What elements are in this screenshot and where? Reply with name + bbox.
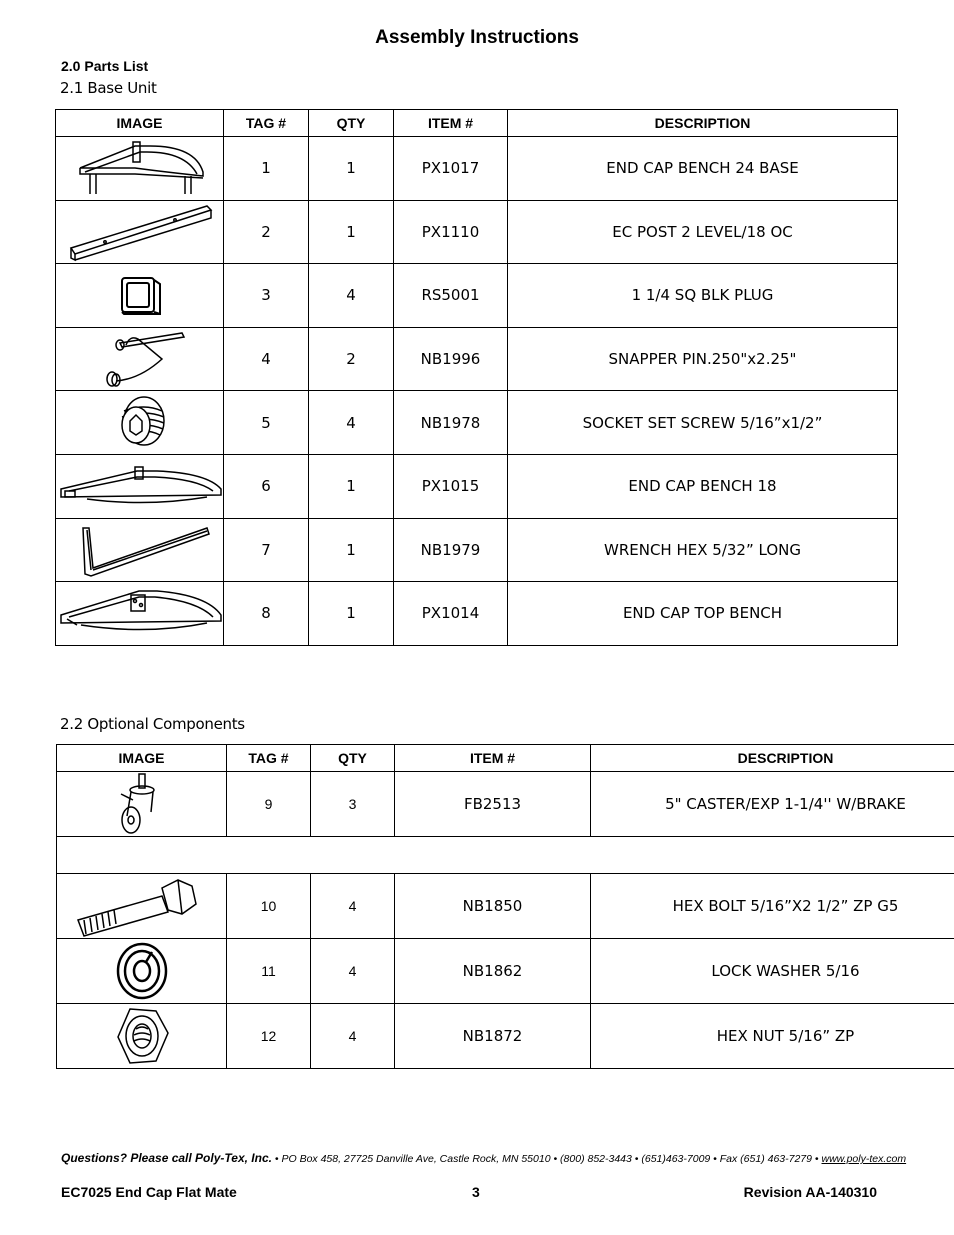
qty-cell: 4 [311, 874, 395, 939]
qty-cell: 1 [309, 137, 394, 201]
tag-cell: 8 [224, 582, 309, 646]
qty-cell: 4 [309, 264, 394, 328]
table-row [56, 391, 898, 455]
lock-washer-icon [112, 940, 172, 1002]
optional-heading: 2.2 Optional Components [60, 715, 245, 733]
spacer-cell [57, 837, 954, 874]
part-image-cell [56, 582, 224, 646]
part-image-cell [56, 137, 224, 201]
qty-cell: 1 [309, 454, 394, 518]
tag-cell: 11 [227, 939, 311, 1004]
col-item: ITEM # [394, 110, 508, 137]
base-unit-heading: 2.1 Base Unit [60, 79, 157, 97]
part-image-cell [56, 264, 224, 328]
col-tag: TAG # [227, 745, 311, 772]
bench-frame-icon [57, 461, 223, 511]
item-cell: NB1850 [395, 874, 591, 939]
optional-parts-table [56, 744, 954, 1069]
col-qty: QTY [311, 745, 395, 772]
tag-cell: 9 [227, 772, 311, 837]
description-cell: SNAPPER PIN.250"x2.25" [508, 327, 898, 391]
description-cell: END CAP BENCH 18 [508, 454, 898, 518]
part-image-cell [56, 454, 224, 518]
part-image-cell [56, 200, 224, 264]
description-cell: EC POST 2 LEVEL/18 OC [508, 200, 898, 264]
item-cell: NB1872 [395, 1004, 591, 1069]
item-cell: NB1862 [395, 939, 591, 1004]
post-icon [65, 202, 215, 262]
tag-cell: 4 [224, 327, 309, 391]
part-image-cell [57, 874, 227, 939]
table-row [57, 939, 954, 1004]
part-image-cell [56, 518, 224, 582]
description-cell: 5" CASTER/EXP 1-1/4'' W/BRAKE [591, 772, 954, 837]
description-cell: HEX BOLT 5/16”X2 1/2” ZP G5 [591, 874, 954, 939]
tag-cell: 6 [224, 454, 309, 518]
col-qty: QTY [309, 110, 394, 137]
col-item: ITEM # [395, 745, 591, 772]
tag-cell: 7 [224, 518, 309, 582]
part-image-cell [57, 939, 227, 1004]
tag-cell: 1 [224, 137, 309, 201]
qty-cell: 1 [309, 200, 394, 264]
qty-cell: 2 [309, 327, 394, 391]
page-title: Assembly Instructions [375, 27, 579, 48]
spacer-row [57, 837, 954, 874]
table-row [56, 200, 898, 264]
col-image: IMAGE [57, 745, 227, 772]
item-cell: NB1978 [394, 391, 508, 455]
hex-wrench-icon [65, 520, 215, 580]
item-cell: FB2513 [395, 772, 591, 837]
description-cell: END CAP BENCH 24 BASE [508, 137, 898, 201]
description-cell: SOCKET SET SCREW 5/16”x1/2” [508, 391, 898, 455]
qty-cell: 4 [311, 939, 395, 1004]
tag-cell: 5 [224, 391, 309, 455]
footer-contact [61, 1151, 906, 1165]
description-cell: END CAP TOP BENCH [508, 582, 898, 646]
footer-question: Questions? Please call Poly-Tex, Inc. [61, 1151, 272, 1165]
part-image-cell [56, 391, 224, 455]
qty-cell: 4 [311, 1004, 395, 1069]
bench-base-icon [65, 138, 215, 198]
table-row [56, 582, 898, 646]
item-cell: PX1017 [394, 137, 508, 201]
item-cell: RS5001 [394, 264, 508, 328]
tag-cell: 10 [227, 874, 311, 939]
footer-website-link[interactable]: www.poly-tex.com [821, 1153, 907, 1165]
footer-address: • PO Box 458, 27725 Danville Ave, Castle Rock, MN 55010 • (800) 852-3443 • (651)463-7009 • Fax (651) 463-7279 • [271, 1153, 822, 1165]
col-tag: TAG # [224, 110, 309, 137]
tag-cell: 3 [224, 264, 309, 328]
set-screw-icon [110, 393, 170, 453]
table-header-row [57, 745, 954, 772]
base-parts-table [55, 109, 898, 646]
description-cell: LOCK WASHER 5/16 [591, 939, 954, 1004]
item-cell: NB1996 [394, 327, 508, 391]
qty-cell: 1 [309, 582, 394, 646]
footer-revision: Revision AA-140310 [743, 1184, 877, 1200]
part-image-cell [57, 1004, 227, 1069]
description-cell: 1 1/4 SQ BLK PLUG [508, 264, 898, 328]
col-image: IMAGE [56, 110, 224, 137]
table-row [56, 454, 898, 518]
description-cell: HEX NUT 5/16” ZP [591, 1004, 954, 1069]
table-row [56, 518, 898, 582]
top-bench-icon [57, 585, 223, 641]
qty-cell: 1 [309, 518, 394, 582]
table-header-row [56, 110, 898, 137]
col-description: DESCRIPTION [591, 745, 954, 772]
item-cell: NB1979 [394, 518, 508, 582]
part-image-cell [56, 327, 224, 391]
section-heading: 2.0 Parts List [61, 58, 149, 74]
table-row [57, 1004, 954, 1069]
item-cell: PX1110 [394, 200, 508, 264]
table-row [56, 137, 898, 201]
hex-bolt-icon [72, 874, 212, 938]
table-row [56, 264, 898, 328]
tag-cell: 12 [227, 1004, 311, 1069]
item-cell: PX1015 [394, 454, 508, 518]
hex-nut-icon [112, 1005, 172, 1067]
description-cell: WRENCH HEX 5/32” LONG [508, 518, 898, 582]
footer-product: EC7025 End Cap Flat Mate [61, 1184, 237, 1200]
qty-cell: 3 [311, 772, 395, 837]
item-cell: PX1014 [394, 582, 508, 646]
col-description: DESCRIPTION [508, 110, 898, 137]
caster-icon [117, 772, 167, 836]
snapper-pin-icon [90, 329, 190, 389]
square-plug-icon [110, 270, 170, 320]
table-row [56, 327, 898, 391]
tag-cell: 2 [224, 200, 309, 264]
footer-page-number: 3 [472, 1184, 480, 1200]
table-row [57, 772, 954, 837]
qty-cell: 4 [309, 391, 394, 455]
table-row [57, 874, 954, 939]
part-image-cell [57, 772, 227, 837]
